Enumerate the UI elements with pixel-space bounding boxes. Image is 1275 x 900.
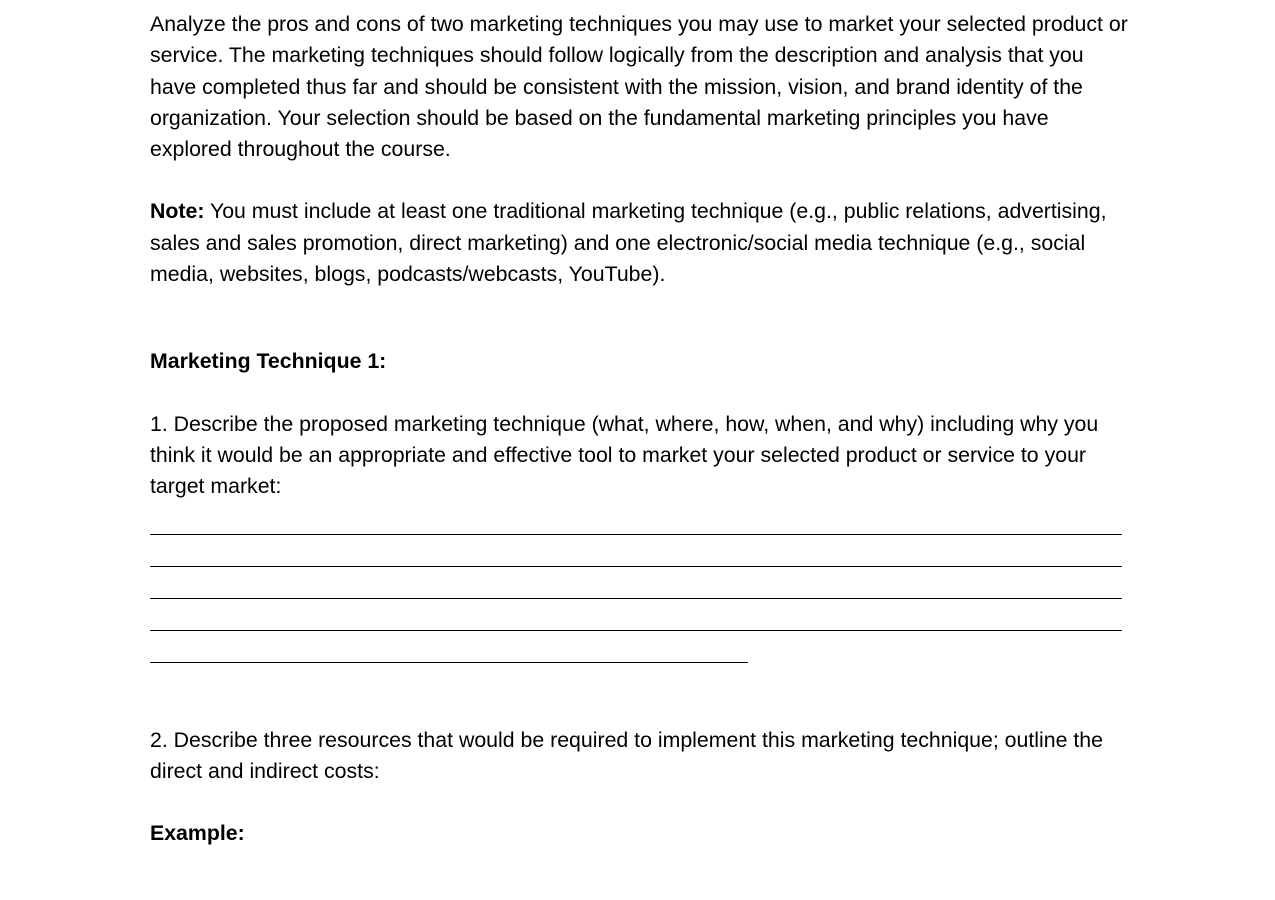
document-page xyxy=(150,9,1135,849)
answer-blank-lines xyxy=(150,509,1135,669)
spacer xyxy=(150,669,1135,725)
underline-rule xyxy=(150,630,1122,631)
question-2: 2. Describe three resources that would be required to implement this marketing technique; outline the direct and indirect costs: xyxy=(150,727,1103,783)
underline-rule xyxy=(150,662,748,663)
answer-line xyxy=(150,541,1135,573)
underline-rule xyxy=(150,534,1122,535)
note-label: Note: xyxy=(150,199,205,224)
underline-rule xyxy=(150,566,1122,567)
technique-1-heading: Marketing Technique 1: xyxy=(150,349,387,374)
answer-line xyxy=(150,637,1135,669)
question-1: 1. Describe the proposed marketing technique (what, where, how, when, and why) including why you think it would be an appropriate and effective tool to market your selected product or service to your target market: xyxy=(150,411,1099,499)
spacer xyxy=(150,378,1135,409)
spacer xyxy=(150,165,1135,196)
answer-line xyxy=(150,605,1135,637)
intro-paragraph: Analyze the pros and cons of two marketing techniques you may use to market your selected product or service. The marketing techniques should follow logically from the description and analysis that you have completed thus far and should be consistent with the mission, vision, and brand identity of the organization. Your selection should be based on the fundamental marketing principles you have explored throughout the course. xyxy=(150,12,1128,162)
note-paragraph xyxy=(150,196,1135,290)
answer-line xyxy=(150,573,1135,605)
answer-line xyxy=(150,509,1135,541)
underline-rule xyxy=(150,598,1122,599)
spacer xyxy=(150,290,1135,346)
example-label: Example: xyxy=(150,821,245,846)
spacer xyxy=(150,787,1135,818)
note-text: You must include at least one traditional marketing technique (e.g., public relations, advertising, sales and sales promotion, direct marketing) and one electronic/social media technique (e.g., social media, websites, blogs, podcasts/webcasts, YouTube). xyxy=(150,199,1107,287)
